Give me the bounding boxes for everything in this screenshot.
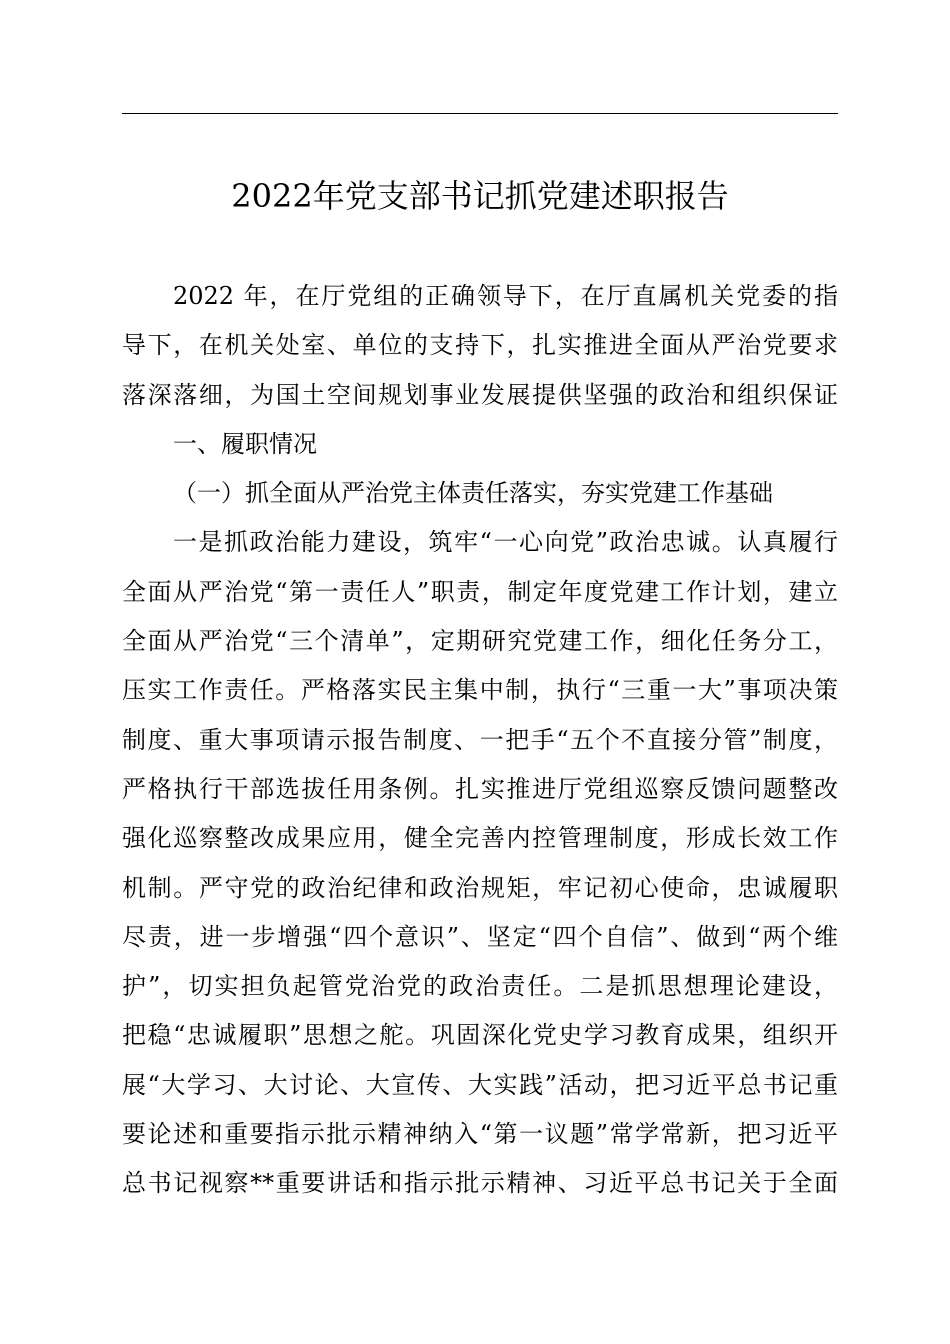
body-line: 强化巡察整改成果应用，健全完善内控管理制度，形成长效工作 bbox=[122, 824, 838, 853]
body-line: 导下，在机关处室、单位的支持下，扎实推进全面从严治党要求 bbox=[122, 331, 838, 360]
body-line: 尽责，进一步增强“四个意识”、坚定“四个自信”、做到“两个维 bbox=[122, 922, 838, 951]
body-line: 严格执行干部选拔任用条例。扎实推进厅党组巡察反馈问题整改 bbox=[122, 774, 838, 803]
body-line: 制度、重大事项请示报告制度、一把手“五个不直接分管”制度， bbox=[122, 725, 838, 754]
body-line: 2022 年，在厅党组的正确领导下，在厅直属机关党委的指 bbox=[173, 282, 838, 310]
body-line: 一、履职情况 bbox=[173, 429, 317, 458]
body-line: 压实工作责任。严格落实民主集中制，执行“三重一大”事项决策 bbox=[122, 676, 838, 705]
header-rule bbox=[122, 113, 838, 114]
body-line: 展“大学习、大讨论、大宣传、大实践”活动，把习近平总书记重 bbox=[122, 1070, 838, 1099]
body-line: 把稳“忠诚履职”思想之舵。巩固深化党史学习教育成果，组织开 bbox=[122, 1021, 838, 1050]
document-title: 2022年党支部书记抓党建述职报告 bbox=[231, 177, 729, 215]
body-line: 机制。严守党的政治纪律和政治规矩，牢记初心使命，忠诚履职 bbox=[122, 873, 838, 902]
body-line: 总书记视察**重要讲话和指示批示精神、习近平总书记关于全面 bbox=[122, 1169, 838, 1198]
body-line: 全面从严治党“三个清单”，定期研究党建工作，细化任务分工， bbox=[122, 627, 838, 656]
document-body bbox=[122, 272, 838, 1209]
body-line: 全面从严治党“第一责任人”职责，制定年度党建工作计划，建立 bbox=[122, 577, 838, 606]
body-line: 要论述和重要指示批示精神纳入“第一议题”常学常新，把习近平 bbox=[122, 1120, 838, 1149]
body-line: 一是抓政治能力建设，筑牢“一心向党”政治忠诚。认真履行 bbox=[173, 528, 838, 557]
body-line: （一）抓全面从严治党主体责任落实，夯实党建工作基础 bbox=[173, 479, 773, 508]
body-line: 护”，切实担负起管党治党的政治责任。二是抓思想理论建设， bbox=[122, 972, 838, 1001]
body-line: 落深落细，为国土空间规划事业发展提供坚强的政治和组织保证 bbox=[122, 380, 838, 409]
